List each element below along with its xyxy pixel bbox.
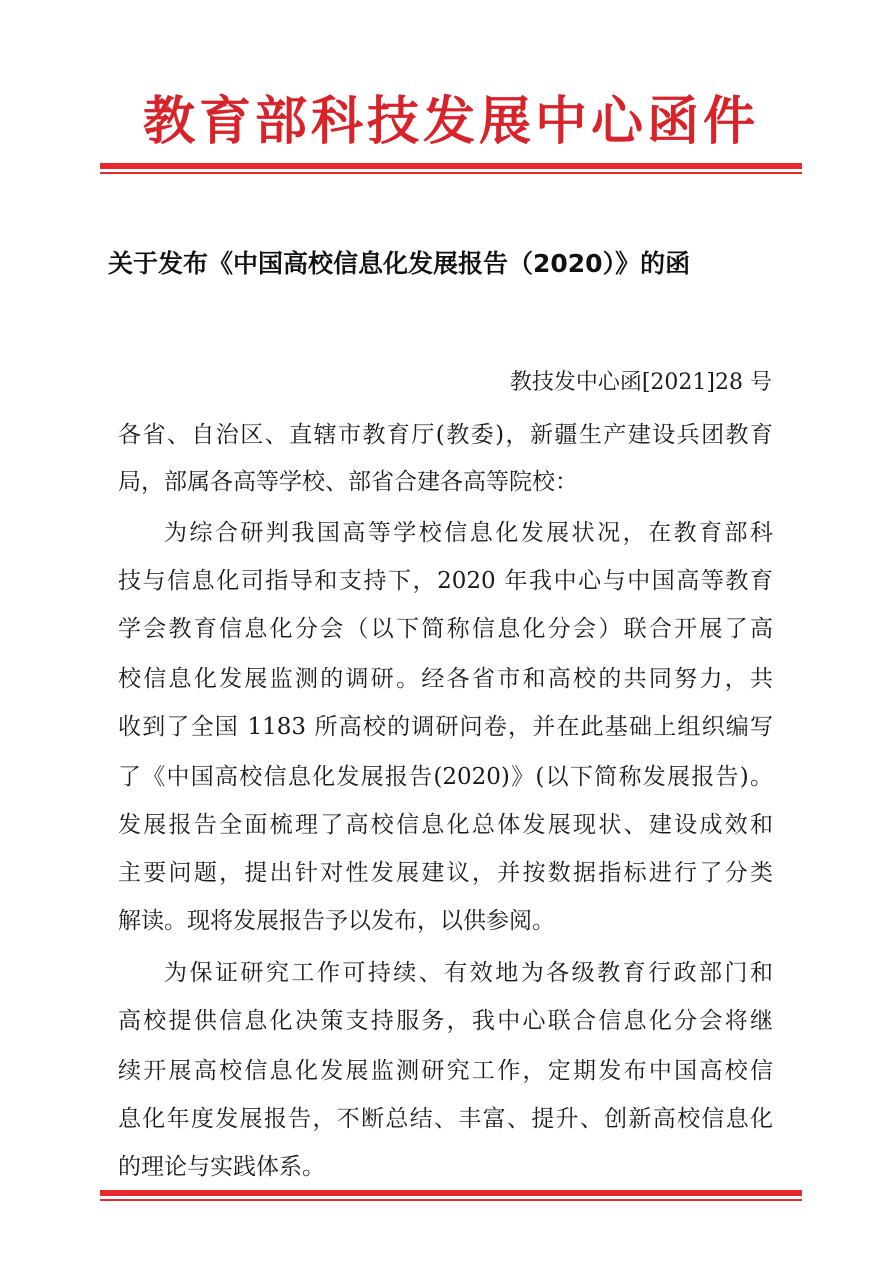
header-rule-thin: [100, 172, 802, 174]
body-line: 息化年度发展报告，不断总结、丰富、提升、创新高校信息化: [118, 1106, 773, 1132]
body-line: 技与信息化司指导和支持下，2020 年我中心与中国高等教育: [118, 568, 773, 594]
body-line: 解读。现将发展报告予以发布，以供参阅。: [118, 908, 555, 934]
header-rule-thick: [100, 163, 802, 169]
body-line: 的理论与实践体系。: [118, 1154, 325, 1180]
body-line: 为保证研究工作可持续、有效地为各级教育行政部门和: [164, 960, 773, 986]
footer-rule-thick: [100, 1190, 802, 1196]
body-line: 发展报告全面梳理了高校信息化总体发展现状、建设成效和: [118, 812, 773, 838]
body-line: 校信息化发展监测的调研。经各省市和高校的共同努力，共: [118, 666, 773, 692]
footer-rule-thin: [100, 1199, 802, 1201]
addressee-line: 局，部属各高等学校、部省合建各高等院校：: [118, 469, 578, 495]
document-number: 教技发中心函[2021]28 号: [509, 370, 772, 395]
body-line: 收到了全国 1183 所高校的调研问卷，并在此基础上组织编写: [118, 714, 773, 740]
body-line: 学会教育信息化分会（以下简称信息化分会）联合开展了高: [118, 616, 773, 642]
body-line: 了《中国高校信息化发展报告(2020)》(以下简称发展报告)。: [118, 764, 773, 790]
addressee-line: 各省、自治区、直辖市教育厅(教委)，新疆生产建设兵团教育: [118, 422, 773, 448]
body-line: 为综合研判我国高等学校信息化发展状况，在教育部科: [164, 520, 773, 546]
body-line: 高校提供信息化决策支持服务，我中心联合信息化分会将继: [118, 1008, 773, 1034]
letter-subject: 关于发布《中国高校信息化发展报告（2020）》的函: [108, 249, 691, 278]
letterhead-title: 教育部科技发展中心函件: [142, 91, 759, 152]
body-line: 主要问题，提出针对性发展建议，并按数据指标进行了分类: [118, 860, 773, 886]
body-line: 续开展高校信息化发展监测研究工作，定期发布中国高校信: [118, 1058, 773, 1084]
